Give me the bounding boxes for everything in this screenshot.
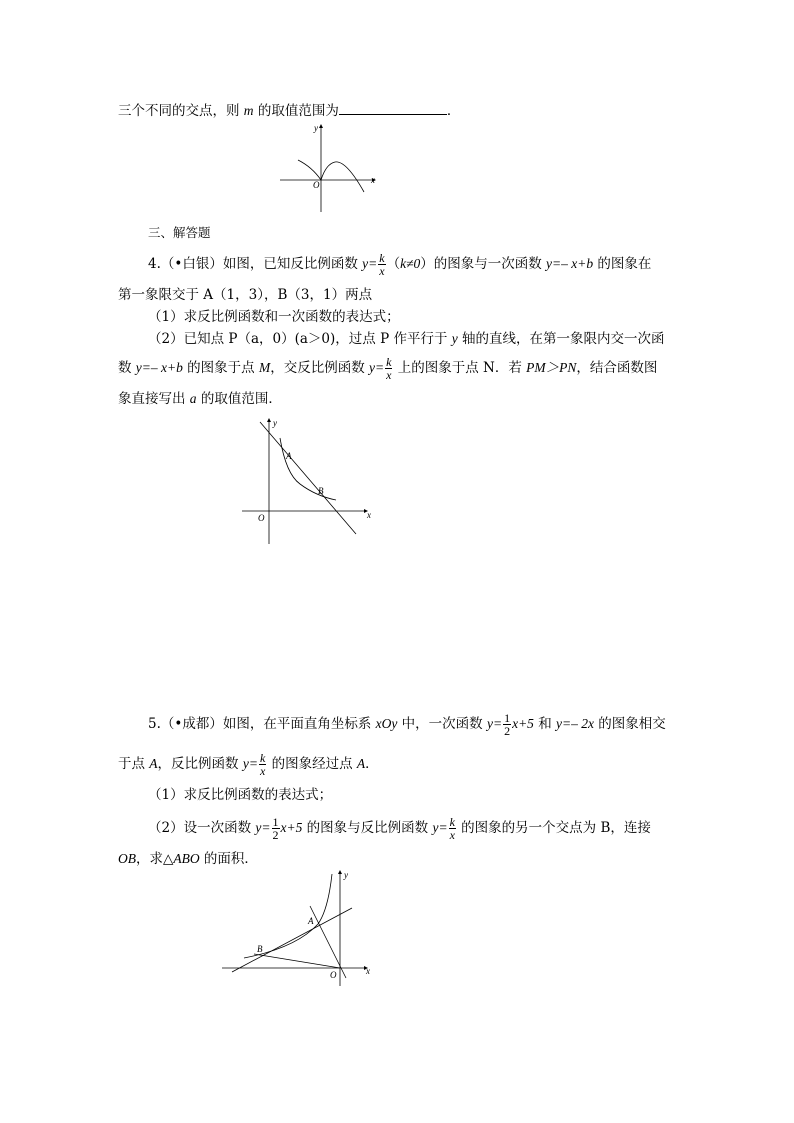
q5-text: 5.（•成都）如图，在平面直角坐标系 <box>148 716 376 732</box>
q4-var-a: a <box>189 391 197 406</box>
q4-graph <box>238 414 388 546</box>
q4-sub-1: （1）求反比例函数和一次函数的表达式； <box>148 309 400 325</box>
q4-label-origin: O <box>258 513 265 523</box>
q5-label-b: B <box>257 944 263 954</box>
q5-line-1 <box>148 712 666 737</box>
q3-text-pre: 三个不同的交点，则 <box>118 103 244 119</box>
q5-text: 中，一次函数 <box>397 716 487 732</box>
section-title: 三、解答题 <box>148 225 211 240</box>
q5-text: 和 <box>533 716 557 732</box>
q4-y-eq: y= <box>362 256 378 271</box>
q5-sub-2 <box>148 816 651 841</box>
q5-label-x: x <box>366 966 370 976</box>
frac-num: k <box>259 751 266 765</box>
q3-graph <box>280 122 380 214</box>
q5-y-eq: y= <box>242 756 258 771</box>
frac-num: k <box>379 251 385 265</box>
q5-text: 的图象与反比例函数 <box>302 820 433 836</box>
q4-label-b: B <box>318 486 324 496</box>
q4-y-eq: y= <box>369 360 385 375</box>
q4-k-ne-0: k≠0 <box>400 256 421 271</box>
q3-label-origin: O <box>313 180 320 190</box>
q4-linear-eq: y=– x+b <box>546 256 594 271</box>
frac-num: k <box>449 815 455 829</box>
q4-label-y: y <box>273 418 277 428</box>
q4-text: （ <box>386 256 401 272</box>
q5-text: ，求△ <box>136 851 174 867</box>
q4-line-5 <box>118 390 282 408</box>
frac-den: x <box>379 264 385 278</box>
q5-line-minus-2x <box>310 906 346 978</box>
q5-y-eq: y= <box>432 820 448 835</box>
q5-y-eq: y= <box>486 716 503 731</box>
frac-den: 2 <box>272 828 279 842</box>
q4-hyperbola <box>280 438 336 500</box>
q4-text: 4.（•白银）如图，已知反比例函数 <box>148 256 363 272</box>
q5-label-origin: O <box>330 970 337 980</box>
q5-frac-k-x <box>259 752 266 777</box>
q5-segment-ob <box>254 954 340 968</box>
q5-text: （2）设一次函数 <box>148 820 256 836</box>
q5-y-eq: y= <box>255 820 271 835</box>
q5-label-y: y <box>344 870 348 880</box>
q4-text: （2）已知点 P（a，0）(a＞0)，过点 P 作平行于 <box>148 331 452 347</box>
q5-text: ，反比例函数 <box>157 756 243 772</box>
q4-text: ，结合函数图 <box>576 360 658 376</box>
q5-x-plus-5: x+5 <box>280 820 303 835</box>
q5-text: ． <box>365 756 379 772</box>
q5-text: 的图象的另一个交点为 B，连接 <box>456 820 651 836</box>
q4-line-1 <box>148 252 651 277</box>
frac-num: 1 <box>504 711 511 725</box>
q5-text: 的图象经过点 <box>267 756 357 772</box>
q5-point-a: A <box>149 756 158 771</box>
q5-text: 的图象相交 <box>594 716 666 732</box>
q5-y-minus-2x: y=– 2x <box>556 716 594 731</box>
q4-label-x: x <box>367 510 371 520</box>
q4-line-2: 第一象限交于 A（1，3），B（3，1）两点 <box>118 287 373 303</box>
q5-point-a: A <box>356 756 366 771</box>
q4-pm-gt-pn: PM＞PN <box>526 360 577 375</box>
q5-frac-half <box>272 816 280 841</box>
q5-sub-1: （1）求反比例函数的表达式； <box>148 787 333 803</box>
q5-label-a: A <box>308 916 314 926</box>
q4-frac-k-x <box>385 356 392 381</box>
q3-answer-blank[interactable] <box>339 100 447 115</box>
q5-frac-k-x <box>449 816 456 841</box>
q5-text: 于点 <box>118 756 150 772</box>
q5-line-half-x-plus-5 <box>232 908 352 972</box>
q5-x-plus-5: x+5 <box>512 716 534 731</box>
q4-point-m: M <box>258 360 271 375</box>
q5-graph <box>218 866 378 990</box>
q4-text: ，交反比例函数 <box>270 360 370 376</box>
q4-text: 数 <box>118 360 136 376</box>
q4-frac-k-x <box>378 252 385 277</box>
q5-ob: OB <box>118 851 136 866</box>
q4-linear-line <box>260 422 356 534</box>
q4-var-y: y <box>451 331 458 346</box>
q3-var-m: m <box>243 103 254 118</box>
q5-frac-half <box>503 712 511 737</box>
q5-y-arrow <box>338 870 342 874</box>
frac-num: 1 <box>272 815 279 829</box>
q3-text-line <box>118 100 460 120</box>
q4-label-a: A <box>286 451 292 461</box>
q5-xoy: xOy <box>375 716 398 731</box>
q3-label-x: x <box>371 175 375 185</box>
q3-label-y: y <box>314 123 318 133</box>
q3-text-post: 的取值范围为 <box>253 103 339 119</box>
q4-text: 的图象在 <box>593 256 652 272</box>
q4-text: 轴的直线，在第一象限内交一次函 <box>457 331 665 347</box>
q4-text: 象直接写出 <box>118 391 190 407</box>
q5-text: 的面积． <box>199 851 258 867</box>
q4-sub-2 <box>148 330 665 348</box>
q3-y-arrow <box>319 124 323 128</box>
q4-y-arrow <box>267 418 271 422</box>
frac-den: 2 <box>504 724 511 738</box>
frac-num: k <box>386 355 392 369</box>
q4-line-4 <box>118 356 657 381</box>
q4-text: 的图象于点 <box>182 360 259 376</box>
q3-end-mark: ． <box>446 103 461 119</box>
q5-line-2 <box>118 752 379 777</box>
q4-text: 上的图象于点 N．若 <box>393 360 527 376</box>
q4-linear-eq: y=– x+b <box>135 360 183 375</box>
frac-den: x <box>449 828 455 842</box>
frac-den: x <box>386 368 392 382</box>
q5-abo: ABO <box>173 851 200 866</box>
q4-text: ）的图象与一次函数 <box>420 256 547 272</box>
frac-den: x <box>259 764 266 778</box>
q3-curve <box>298 160 364 192</box>
q4-text: 的取值范围． <box>196 391 282 407</box>
